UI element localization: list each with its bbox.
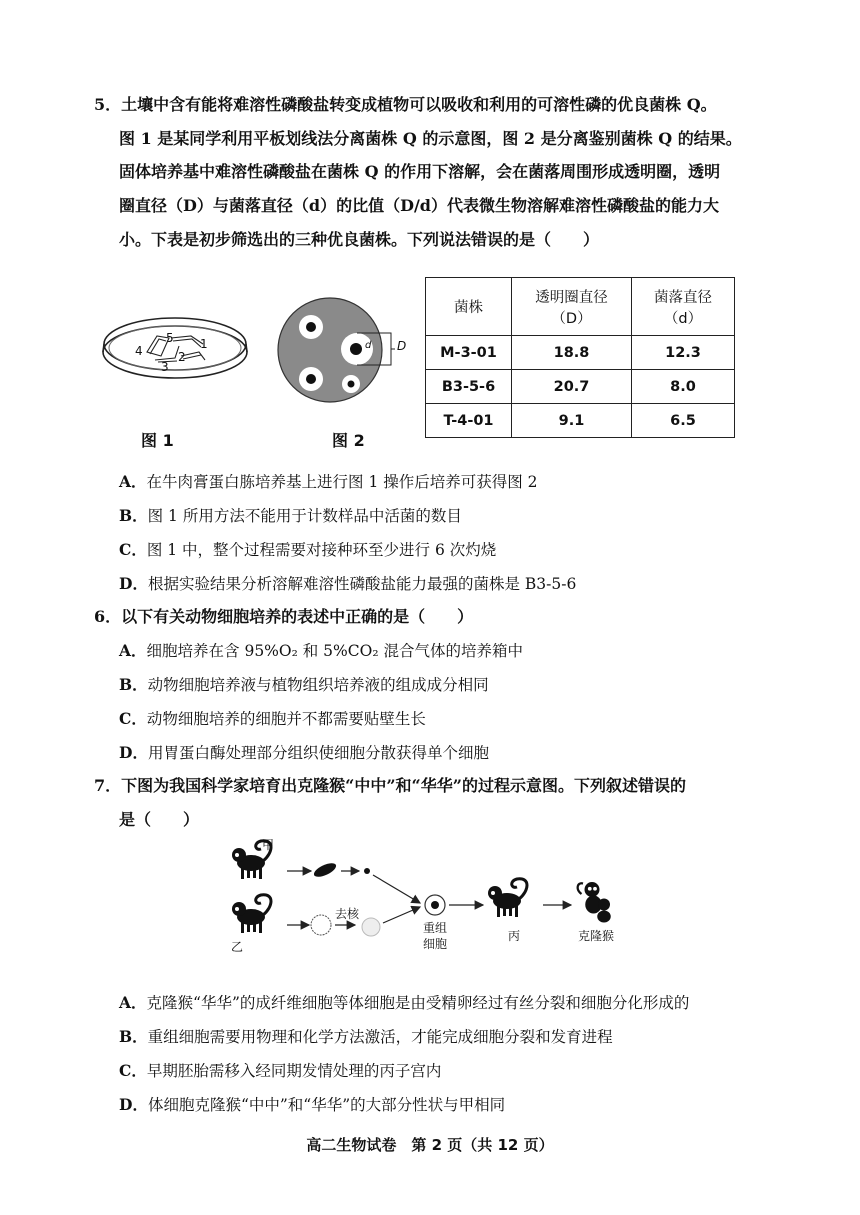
option-text: 克隆猴“华华”的成纤维细胞等体细胞是由受精卵经过有丝分裂和细胞分化形成的 <box>146 994 690 1012</box>
option-text: 动物细胞培养液与植物组织培养液的组成成分相同 <box>147 676 489 694</box>
table-cell: 6.5 <box>632 404 735 438</box>
fig1-number-3: 3 <box>161 360 169 374</box>
q7-option-b[interactable] <box>119 1026 613 1048</box>
option-letter: B． <box>119 675 148 694</box>
option-letter: D． <box>119 574 148 593</box>
diagram-label-jia: 甲 <box>262 838 275 852</box>
diagram-label-yi: 乙 <box>231 940 244 954</box>
q6-option-a[interactable] <box>119 640 523 662</box>
q7-option-d[interactable] <box>119 1094 505 1116</box>
option-text: 动物细胞培养的细胞并不都需要贴壁生长 <box>146 710 426 728</box>
q6-option-d[interactable] <box>119 742 489 764</box>
option-letter: B． <box>119 506 148 525</box>
table-header-strain: 菌株 <box>426 278 512 336</box>
option-letter: C． <box>119 1061 147 1080</box>
q5-option-a[interactable] <box>119 471 538 493</box>
option-text: 体细胞克隆猴“中中”和“华华”的大部分性状与甲相同 <box>147 1096 506 1114</box>
q5-option-c[interactable] <box>119 539 496 561</box>
table-cell: M-3-01 <box>426 336 512 370</box>
option-text: 重组细胞需要用物理和化学方法激活，才能完成细胞分裂和发育进程 <box>147 1028 613 1046</box>
q7-option-a[interactable] <box>119 992 689 1014</box>
q5-line-4: 圈直径（D）与菌落直径（d）的比值（D/d）代表微生物溶解难溶性磷酸盐的能力大 <box>119 196 719 215</box>
option-text: 图 1 所用方法不能用于计数样品中活菌的数目 <box>147 507 462 525</box>
fig1-number-4: 4 <box>135 344 143 358</box>
diagram-label-xi-bao: 细胞 <box>423 937 448 951</box>
diagram-label-qu-he: 去核 <box>335 907 360 921</box>
fig1-number-1: 1 <box>200 337 208 351</box>
option-letter: D． <box>119 1095 148 1114</box>
table-cell: 9.1 <box>512 404 632 438</box>
table-cell: B3-5-6 <box>426 370 512 404</box>
option-letter: C． <box>119 709 147 728</box>
option-text: 用胃蛋白酶处理部分组织使细胞分散获得单个细胞 <box>147 744 489 762</box>
q5-option-d[interactable] <box>119 573 576 595</box>
q6-stem: 6．以下有关动物细胞培养的表述中正确的是（ ） <box>94 607 474 626</box>
q7-stem-line-2: 是（ ） <box>119 810 200 829</box>
diagram-label-ke-long-hou: 克隆猴 <box>578 929 615 943</box>
table-row <box>426 404 735 438</box>
q6-option-c[interactable] <box>119 708 426 730</box>
option-letter: C． <box>119 540 147 559</box>
q5-line-1: 5．土壤中含有能将难溶性磷酸盐转变成植物可以吸收和利用的可溶性磷的优良菌株 Q。 <box>94 95 717 114</box>
strain-table <box>425 277 735 438</box>
fig1-number-5: 5 <box>166 331 174 345</box>
q5-line-5: 小。下表是初步筛选出的三种优良菌株。下列说法错误的是（ ） <box>119 230 600 249</box>
option-text: 根据实验结果分析溶解难溶性磷酸盐能力最强的菌株是 B3-5-6 <box>147 575 577 593</box>
table-cell: 20.7 <box>512 370 632 404</box>
figure-1-caption: 图 1 <box>141 431 174 450</box>
figure-2-plate <box>275 293 415 413</box>
q5-option-b[interactable] <box>119 505 462 527</box>
fig2-label-d: d <box>365 340 372 351</box>
diagram-label-bing: 丙 <box>508 929 521 943</box>
table-cell: 18.8 <box>512 336 632 370</box>
table-row <box>426 370 735 404</box>
option-text: 早期胚胎需移入经同期发情处理的丙子宫内 <box>146 1062 442 1080</box>
figure-2-caption: 图 2 <box>332 431 365 450</box>
table-cell: T-4-01 <box>426 404 512 438</box>
option-text: 细胞培养在含 95%O₂ 和 5%CO₂ 混合气体的培养箱中 <box>146 642 523 660</box>
option-letter: A． <box>119 993 147 1012</box>
fig2-label-D: D <box>397 339 407 353</box>
option-letter: B． <box>119 1027 148 1046</box>
q6-option-b[interactable] <box>119 674 489 696</box>
option-text: 在牛肉膏蛋白胨培养基上进行图 1 操作后培养可获得图 2 <box>146 473 538 491</box>
q7-stem-line-1: 7．下图为我国科学家培育出克隆猴“中中”和“华华”的过程示意图。下列叙述错误的 <box>94 776 686 795</box>
table-header-colony-diameter: 菌落直径 （d） <box>632 278 735 336</box>
page-footer: 高二生物试卷 第 2 页（共 12 页） <box>306 1136 554 1154</box>
q5-line-3: 固体培养基中难溶性磷酸盐在菌株 Q 的作用下溶解，会在菌落周围形成透明圈，透明 <box>119 162 721 181</box>
option-letter: D． <box>119 743 148 762</box>
diagram-label-chong-zu: 重组 <box>423 921 448 935</box>
table-cell: 12.3 <box>632 336 735 370</box>
table-header-halo-diameter: 透明圈直径 （D） <box>512 278 632 336</box>
cloning-process-diagram <box>225 835 625 955</box>
table-cell: 8.0 <box>632 370 735 404</box>
option-letter: A． <box>119 641 147 660</box>
q5-line-2: 图 1 是某同学利用平板划线法分离菌株 Q 的示意图，图 2 是分离鉴别菌株 Q 的结果。 <box>119 129 742 148</box>
fig1-number-2: 2 <box>178 350 186 364</box>
q7-option-c[interactable] <box>119 1060 441 1082</box>
option-text: 图 1 中，整个过程需要对接种环至少进行 6 次灼烧 <box>146 541 497 559</box>
option-letter: A． <box>119 472 147 491</box>
figure-1-petri-dish <box>95 300 255 400</box>
table-row <box>426 336 735 370</box>
